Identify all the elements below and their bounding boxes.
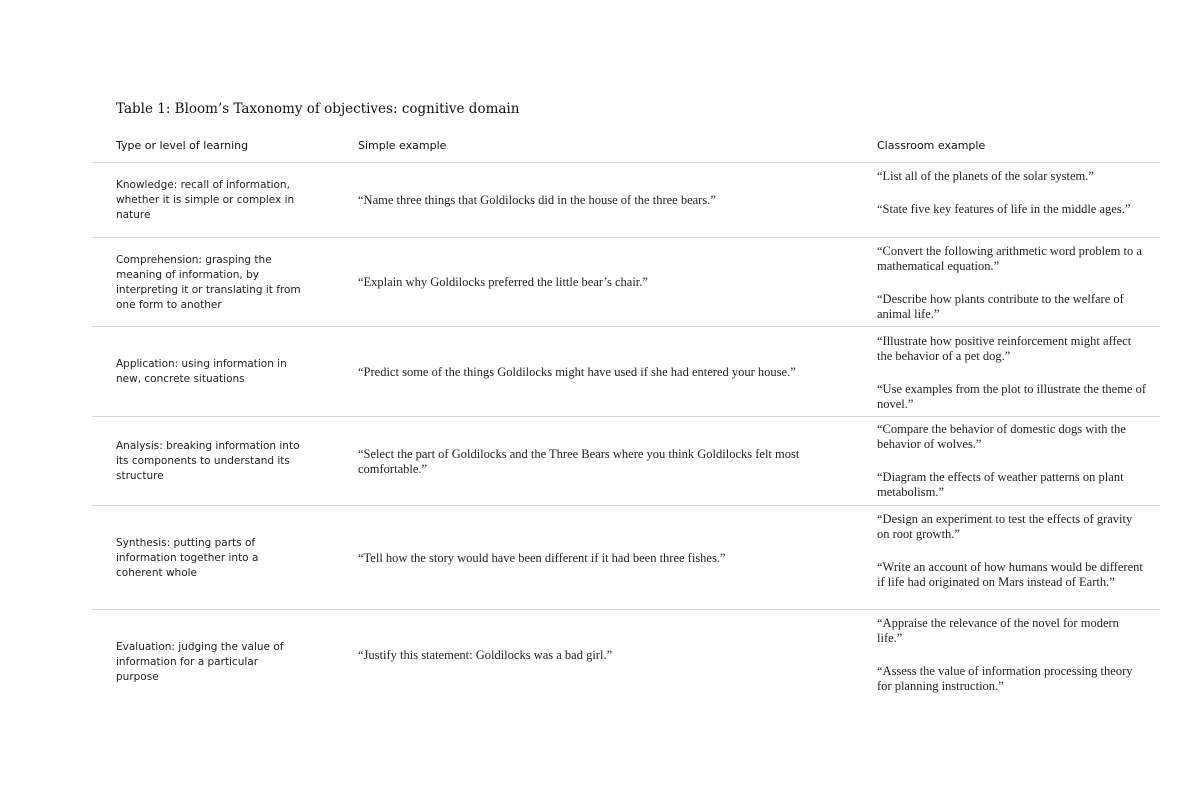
classroom-example-item: “Assess the value of information processing theory for planning instruction.” xyxy=(877,664,1133,693)
row-knowledge-level: Knowledge: recall of information, whether it is simple or complex in nature xyxy=(116,179,295,221)
classroom-example-item: “Describe how plants contribute to the welfare of animal life.” xyxy=(877,292,1124,321)
row-divider xyxy=(92,505,1160,506)
row-divider xyxy=(92,326,1160,327)
row-divider xyxy=(92,609,1160,610)
row-comprehension-classroom xyxy=(877,244,1147,322)
row-synthesis-level: Synthesis: putting parts of information together into a coherent whole xyxy=(116,537,259,579)
row-application-simple: “Predict some of the things Goldilocks might have used if she had entered your house.” xyxy=(358,365,796,379)
row-synthesis-classroom xyxy=(877,512,1147,590)
classroom-example-item: “Convert the following arithmetic word problem to a mathematical equation.” xyxy=(877,244,1142,273)
row-analysis-level: Analysis: breaking information into its components to understand its structure xyxy=(116,440,300,482)
row-analysis-classroom xyxy=(877,422,1147,500)
header-classroom-example: Classroom example xyxy=(877,139,986,152)
classroom-example-item: “Compare the behavior of domestic dogs with the behavior of wolves.” xyxy=(877,422,1126,451)
classroom-example-item: “List all of the planets of the solar system.” xyxy=(877,169,1094,183)
table-title: Table 1: Bloom’s Taxonomy of objectives: cognitive domain xyxy=(116,101,520,117)
row-evaluation-level: Evaluation: judging the value of information for a particular purpose xyxy=(116,641,284,683)
row-comprehension-level: Comprehension: grasping the meaning of information, by interpreting it or translating it from one form to another xyxy=(116,254,301,311)
row-divider xyxy=(92,416,1160,417)
row-knowledge-simple: “Name three things that Goldilocks did in the house of the three bears.” xyxy=(358,193,716,207)
row-application-level: Application: using information in new, concrete situations xyxy=(116,358,287,385)
row-evaluation-classroom xyxy=(877,616,1147,694)
row-divider xyxy=(92,237,1160,238)
classroom-example-item: “State five key features of life in the middle ages.” xyxy=(877,202,1131,216)
row-synthesis-simple: “Tell how the story would have been different if it had been three fishes.” xyxy=(358,551,726,565)
classroom-example-item: “Write an account of how humans would be different if life had originated on Mars instead of Earth.” xyxy=(877,560,1143,589)
classroom-example-item: “Diagram the effects of weather patterns on plant metabolism.” xyxy=(877,470,1124,499)
row-knowledge-classroom xyxy=(877,169,1147,217)
header-level: Type or level of learning xyxy=(116,139,249,152)
header-rule xyxy=(92,162,1160,163)
header-simple-example: Simple example xyxy=(358,139,447,152)
classroom-example-item: “Design an experiment to test the effects of gravity on root growth.” xyxy=(877,512,1133,541)
classroom-example-item: “Appraise the relevance of the novel for modern life.” xyxy=(877,616,1119,645)
row-comprehension-simple: “Explain why Goldilocks preferred the little bear’s chair.” xyxy=(358,275,648,289)
classroom-example-item: “Use examples from the plot to illustrate the theme of novel.” xyxy=(877,382,1147,411)
classroom-example-item: “Illustrate how positive reinforcement might affect the behavior of a pet dog.” xyxy=(877,334,1132,363)
row-analysis-simple: “Select the part of Goldilocks and the Three Bears where you think Goldilocks felt most comfortable.” xyxy=(358,447,800,476)
row-application-classroom xyxy=(877,334,1147,412)
row-evaluation-simple: “Justify this statement: Goldilocks was a bad girl.” xyxy=(358,648,613,662)
